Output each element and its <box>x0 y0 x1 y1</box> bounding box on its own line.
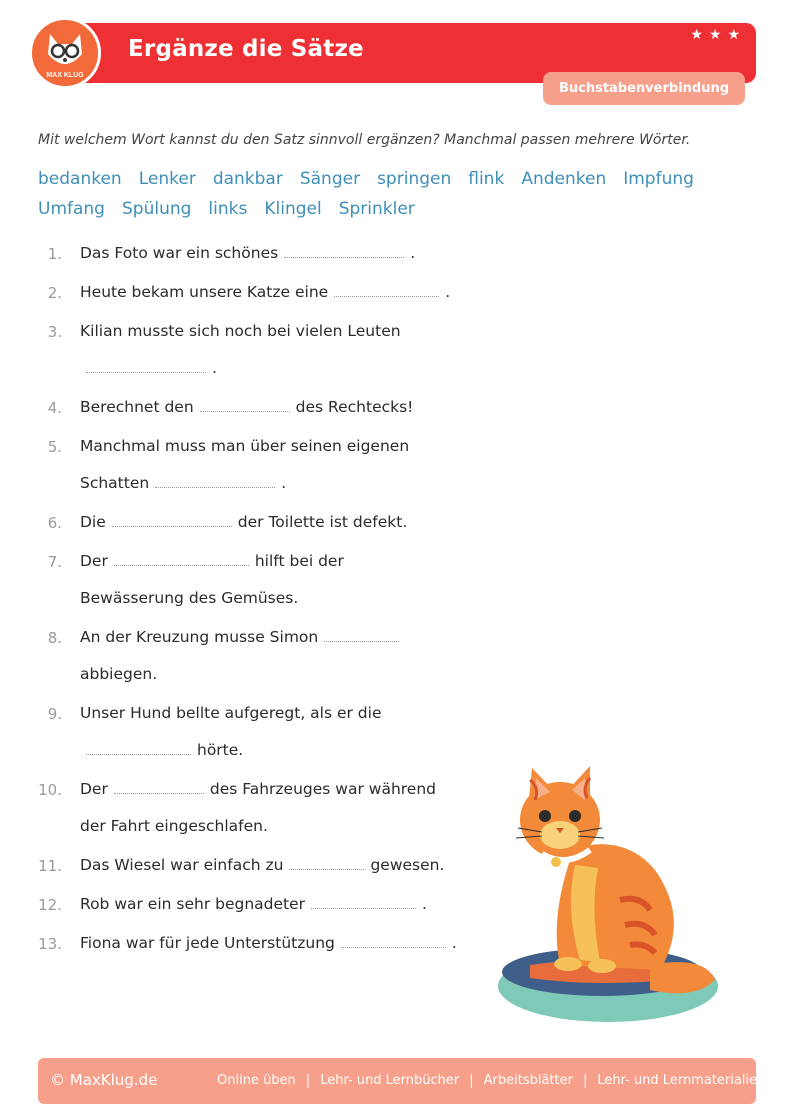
answer-blank[interactable] <box>112 514 232 527</box>
question-number: 5. <box>47 438 62 456</box>
question-fragment: Das Wiesel war einfach zu <box>80 856 284 874</box>
answer-blank[interactable] <box>341 935 446 948</box>
question-number: 7. <box>47 553 62 571</box>
footer-link-materials[interactable]: Lehr- und Lernmaterialien <box>597 1073 766 1088</box>
word-bank-item: bedanken <box>38 169 122 189</box>
question-number: 4. <box>47 399 62 417</box>
question-fragment: Fiona war für jede Unterstützung <box>80 934 335 952</box>
question-fragment: . <box>410 244 416 262</box>
question-text <box>80 552 344 570</box>
question-fragment: . <box>445 283 451 301</box>
question-number: 9. <box>47 705 62 723</box>
question-fragment: An der Kreuzung musse Simon <box>80 628 319 646</box>
question-fragment: des Fahrzeuges war während <box>209 780 437 798</box>
question-text <box>80 704 382 722</box>
question-fragment: Bewässerung des Gemüses. <box>80 589 299 607</box>
answer-blank[interactable] <box>114 781 204 794</box>
question-text <box>80 817 268 835</box>
question-text <box>80 322 401 340</box>
question-fragment: . <box>451 934 457 952</box>
question-number: 12. <box>38 896 62 914</box>
maxklug-logo <box>29 17 101 89</box>
question-fragment: Das Foto war ein schönes <box>80 244 279 262</box>
footer-links <box>217 1073 765 1088</box>
answer-blank[interactable] <box>284 245 404 258</box>
footer-link-online[interactable]: Online üben <box>217 1073 296 1088</box>
word-bank-item: links <box>208 199 248 219</box>
question-fragment: abbiegen. <box>80 665 158 683</box>
question-number: 11. <box>38 857 62 875</box>
question-fragment: der Fahrt eingeschlafen. <box>80 817 268 835</box>
footer-bar <box>38 1058 766 1104</box>
page-title: Ergänze die Sätze <box>128 36 364 62</box>
answer-blank[interactable] <box>114 553 249 566</box>
question-fragment: Unser Hund bellte aufgeregt, als er die <box>80 704 382 722</box>
question-fragment: der Toilette ist defekt. <box>237 513 408 531</box>
question-text <box>80 895 427 913</box>
question-text <box>80 474 286 492</box>
word-bank-item: Klingel <box>264 199 322 219</box>
footer-link-books[interactable]: Lehr- und Lernbücher <box>320 1073 460 1088</box>
question-fragment: Rob war ein sehr begnadeter <box>80 895 306 913</box>
difficulty-stars: ★★★ <box>690 27 746 43</box>
question-text <box>80 437 409 455</box>
question-number: 1. <box>47 245 62 263</box>
question-fragment: gewesen. <box>370 856 445 874</box>
cat-illustration <box>490 750 730 1030</box>
question-number: 13. <box>38 935 62 953</box>
answer-blank[interactable] <box>86 742 191 755</box>
question-fragment: Berechnet den <box>80 398 194 416</box>
question-text <box>80 934 457 952</box>
question-fragment: Heute bekam unsere Katze eine <box>80 283 329 301</box>
question-fragment: Der <box>80 552 108 570</box>
question-fragment: . <box>422 895 427 913</box>
footer-link-worksheets[interactable]: Arbeitsblätter <box>483 1073 573 1088</box>
question-fragment: Manchmal muss man über seinen eigenen <box>80 437 410 455</box>
question-text <box>80 780 436 798</box>
answer-blank[interactable] <box>200 399 290 412</box>
answer-blank[interactable] <box>334 284 439 297</box>
svg-text:MAX KLUG: MAX KLUG <box>46 72 84 79</box>
question-text <box>80 359 217 377</box>
question-text <box>80 513 407 531</box>
question-fragment: Schatten <box>80 474 150 492</box>
question-fragment: . <box>212 359 217 377</box>
question-text <box>80 398 413 416</box>
question-fragment: . <box>281 474 287 492</box>
word-bank-item: Lenker <box>138 169 196 189</box>
answer-blank[interactable] <box>324 629 399 642</box>
question-text <box>80 628 405 646</box>
question-number: 2. <box>47 284 62 302</box>
question-fragment: Die <box>80 513 106 531</box>
answer-blank[interactable] <box>155 475 275 488</box>
question-text <box>80 589 298 607</box>
footer-separator: | <box>305 1073 311 1088</box>
word-bank-item: springen <box>377 169 452 189</box>
answer-blank[interactable] <box>311 896 416 909</box>
category-badge: Buchstabenverbindung <box>543 72 745 105</box>
word-bank-item: dankbar <box>212 169 283 189</box>
question-text <box>80 856 444 874</box>
footer-separator: | <box>469 1073 474 1088</box>
question-text <box>80 741 243 759</box>
question-fragment: des Rechtecks! <box>295 398 414 416</box>
answer-blank[interactable] <box>289 857 364 870</box>
question-number: 8. <box>47 629 62 647</box>
footer-separator: | <box>582 1073 588 1088</box>
word-bank-item: Impfung <box>623 169 694 189</box>
word-bank-item: Umfang <box>38 199 105 219</box>
question-number: 10. <box>38 781 62 799</box>
word-bank-item: Spülung <box>121 199 192 219</box>
word-bank-item: Sänger <box>299 169 361 189</box>
word-bank <box>38 164 738 224</box>
footer-brand[interactable]: © MaxKlug.de <box>50 1071 158 1089</box>
instruction-text: Mit welchem Wort kannst du den Satz sinnvoll ergänzen? Manchmal passen mehrere Wörter. <box>38 132 691 148</box>
answer-blank[interactable] <box>86 360 206 373</box>
word-bank-item: flink <box>468 169 505 189</box>
word-bank-item: Andenken <box>521 169 607 189</box>
question-text <box>80 665 157 683</box>
fox-icon <box>32 20 98 86</box>
question-fragment: hörte. <box>197 741 244 759</box>
question-text <box>80 244 415 262</box>
question-number: 3. <box>47 323 62 341</box>
question-text <box>80 283 450 301</box>
question-fragment: hilft bei der <box>254 552 344 570</box>
question-fragment: Der <box>80 780 108 798</box>
question-number: 6. <box>47 514 62 532</box>
word-bank-item: Sprinkler <box>338 199 415 219</box>
question-fragment: Kilian musste sich noch bei vielen Leuten <box>80 322 401 340</box>
